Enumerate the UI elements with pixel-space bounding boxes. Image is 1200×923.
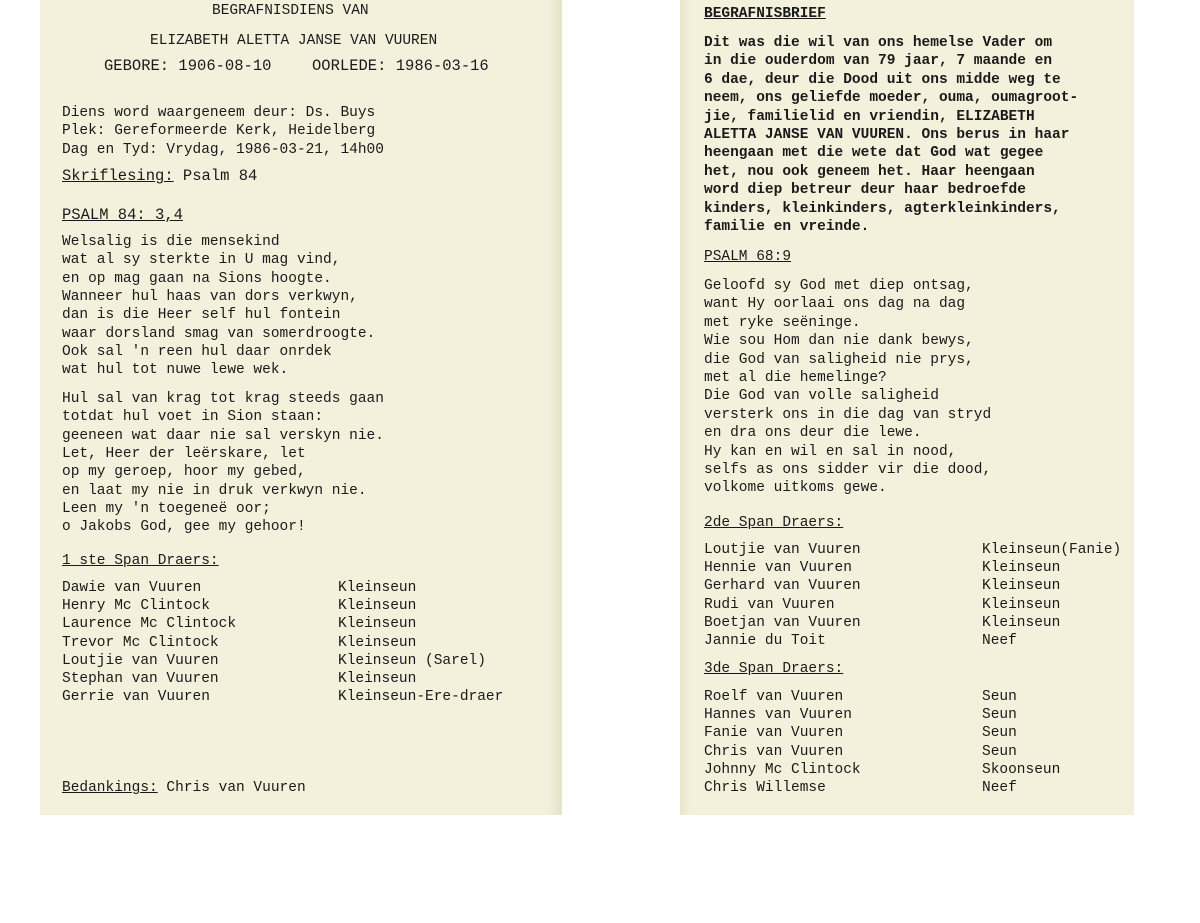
text-line: jie, familielid en vriendin, ELIZABETH xyxy=(704,108,1035,125)
text-line: op my geroep, hoor my gebed, xyxy=(62,464,306,481)
text-line: wat hul tot nuwe lewe wek. xyxy=(62,362,289,379)
text-line: familie en vreinde. xyxy=(704,219,870,235)
bearer-relation: Kleinseun xyxy=(338,616,417,633)
text-line: Wie sou Hom dan nie dank bewys, xyxy=(704,333,974,350)
service-place: Plek: Gereformeerde Kerk, Heidelberg xyxy=(62,123,376,139)
bearer-name: Fanie van Vuuren xyxy=(704,725,844,742)
text-line: die God van saligheid nie prys, xyxy=(704,351,974,368)
bearer-relation: Kleinseun xyxy=(338,598,417,615)
text-line: en dra ons deur die lewe. xyxy=(704,425,922,442)
text-line: Let, Heer der leërskare, let xyxy=(62,445,306,462)
bearer-relation: Seun xyxy=(982,707,1017,724)
text-line: Hul sal van krag tot krag steeds gaan xyxy=(62,391,384,407)
text-line: totdat hul voet in Sion staan: xyxy=(62,409,324,426)
text-line: en laat my nie in druk verkwyn nie. xyxy=(62,482,367,499)
text-line: Die God van volle saligheid xyxy=(704,388,939,405)
text-line: het, nou ook geneem het. Haar heengaan xyxy=(704,163,1035,180)
bearer-name: Johnny Mc Clintock xyxy=(704,761,861,778)
bearer-name: Stephan van Vuuren xyxy=(62,671,219,687)
letter-title: BEGRAFNISBRIEF xyxy=(704,6,826,22)
text-line: dan is die Heer self hul fontein xyxy=(62,307,341,324)
birth-date: GEBORE: 1906-08-10 xyxy=(104,57,272,75)
bearer-relation: Skoonseun xyxy=(982,761,1061,778)
text-line: ALETTA JANSE VAN VUUREN. Ons berus in haar xyxy=(704,127,1070,143)
death-date: OORLEDE: 1986-03-16 xyxy=(312,57,489,75)
text-line: met ryke seëninge. xyxy=(704,314,861,331)
service-title: BEGRAFNISDIENS VAN xyxy=(212,3,369,19)
text-line: Hy kan en wil en sal in nood, xyxy=(704,443,957,460)
bearer-name: Roelf van Vuuren xyxy=(704,689,844,705)
thanks-label: Bedankings: xyxy=(62,780,158,796)
text-line: o Jakobs God, gee my gehoor! xyxy=(62,519,306,536)
bearer-relation: Kleinseun xyxy=(982,614,1061,631)
bearer-relation: Seun xyxy=(982,743,1017,760)
bearer-name: Hannes van Vuuren xyxy=(704,707,852,724)
bearer-name: Dawie van Vuuren xyxy=(62,580,202,596)
text-line: en op mag gaan na Sions hoogte. xyxy=(62,270,332,287)
text-line: want Hy oorlaai ons dag na dag xyxy=(704,296,966,313)
scripture-value: Psalm 84 xyxy=(173,167,258,185)
bearer-name: Boetjan van Vuuren xyxy=(704,614,861,631)
bearer-relation: Kleinseun(Fanie) xyxy=(982,542,1122,558)
bearer-name: Gerhard van Vuuren xyxy=(704,578,861,595)
bearer-relation: Seun xyxy=(982,725,1017,742)
service-datetime: Dag en Tyd: Vrydag, 1986-03-21, 14h00 xyxy=(62,142,384,158)
text-line: Dit was die wil van ons hemelse Vader om xyxy=(704,35,1053,51)
text-line: Geloofd sy God met diep ontsag, xyxy=(704,278,974,294)
text-line: met al die hemelinge? xyxy=(704,370,887,386)
scripture-label: Skriflesing: xyxy=(62,167,174,185)
officiant: Diens word waargeneem deur: Ds. Buys xyxy=(62,105,376,121)
bearer-relation: Kleinseun xyxy=(982,596,1061,613)
bearer-relation: Kleinseun xyxy=(982,560,1061,577)
text-line: Ook sal 'n reen hul daar onrdek xyxy=(62,343,332,360)
text-line: versterk ons in die dag van stryd xyxy=(704,406,992,423)
bearer-name: Jannie du Toit xyxy=(704,633,826,649)
bearer-relation: Kleinseun xyxy=(338,634,417,651)
bearer-relation: Kleinseun xyxy=(338,580,417,596)
bearer-relation: Neef xyxy=(982,780,1017,796)
bearer-name: Gerrie van Vuuren xyxy=(62,689,210,706)
page-fold-shadow-right xyxy=(680,0,690,815)
bearers3-title: 3de Span Draers: xyxy=(704,661,844,677)
bearers1-title: 1 ste Span Draers: xyxy=(62,553,219,569)
deceased-name: ELIZABETH ALETTA JANSE VAN VUUREN xyxy=(150,33,438,49)
thanks-value: Chris van Vuuren xyxy=(157,780,306,796)
psalm84-title: PSALM 84: 3,4 xyxy=(62,206,183,224)
bearer-relation: Kleinseun xyxy=(338,671,417,687)
text-line: Welsalig is die mensekind xyxy=(62,234,280,250)
bearer-name: Chris Willemse xyxy=(704,780,826,796)
bearers2-title: 2de Span Draers: xyxy=(704,515,844,531)
text-line: Leen my 'n toegeneë oor; xyxy=(62,500,271,517)
bearer-relation: Seun xyxy=(982,689,1017,705)
thanks xyxy=(62,779,306,797)
scripture-reading xyxy=(62,167,257,185)
text-line: selfs as ons sidder vir die dood, xyxy=(704,462,992,478)
text-line: Wanneer hul haas van dors verkwyn, xyxy=(62,288,358,305)
bearer-relation: Neef xyxy=(982,633,1017,649)
bearer-relation: Kleinseun (Sarel) xyxy=(338,652,486,669)
text-line: wat al sy sterkte in U mag vind, xyxy=(62,252,341,269)
text-line: 6 dae, deur die Dood uit ons midde weg te xyxy=(704,71,1061,88)
psalm68-title: PSALM 68:9 xyxy=(704,249,792,265)
bearer-name: Loutjie van Vuuren xyxy=(62,652,219,669)
page-fold-shadow xyxy=(548,0,562,815)
bearer-name: Loutjie van Vuuren xyxy=(704,542,861,558)
bearer-name: Henry Mc Clintock xyxy=(62,598,210,615)
bearer-relation: Kleinseun-Ere-draer xyxy=(338,689,504,706)
text-line: heengaan met die wete dat God wat gegee xyxy=(704,145,1044,162)
bearer-name: Hennie van Vuuren xyxy=(704,560,852,577)
bearer-name: Chris van Vuuren xyxy=(704,743,844,760)
text-line: volkome uitkoms gewe. xyxy=(704,480,887,497)
text-line: kinders, kleinkinders, agterkleinkinders, xyxy=(704,200,1061,217)
text-line: neem, ons geliefde moeder, ouma, oumagroot- xyxy=(704,90,1079,107)
text-line: geeneen wat daar nie sal verskyn nie. xyxy=(62,427,384,444)
bearer-name: Laurence Mc Clintock xyxy=(62,616,237,633)
bearer-name: Trevor Mc Clintock xyxy=(62,634,219,651)
bearer-relation: Kleinseun xyxy=(982,578,1061,595)
text-line: in die ouderdom van 79 jaar, 7 maande en xyxy=(704,53,1053,70)
text-line: waar dorsland smag van somerdroogte. xyxy=(62,325,376,342)
bearer-name: Rudi van Vuuren xyxy=(704,596,835,613)
text-line: word diep betreur deur haar bedroefde xyxy=(704,182,1026,199)
